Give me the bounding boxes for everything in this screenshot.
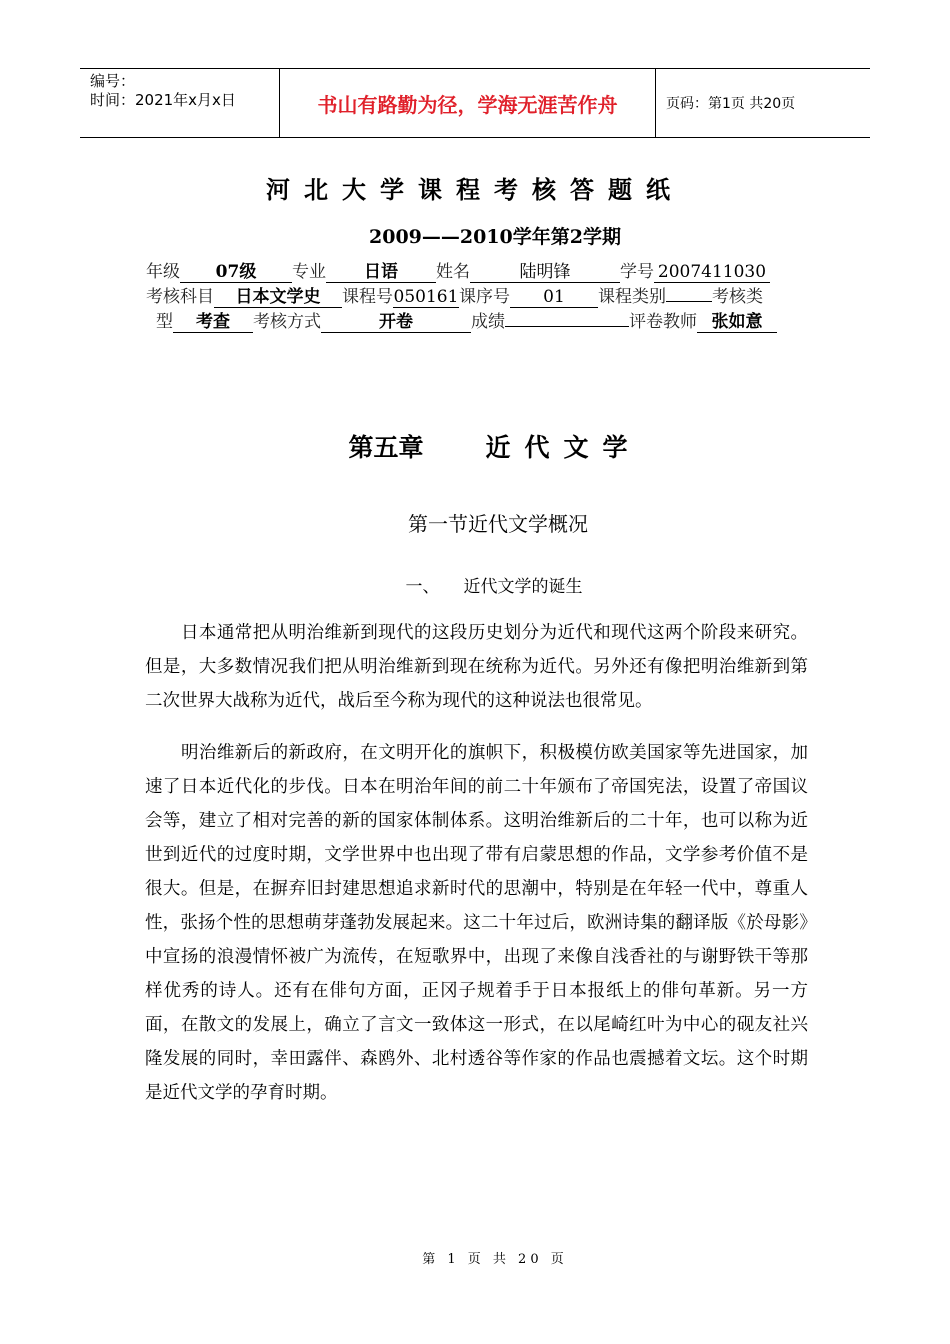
category-label: 课程类别: [598, 287, 666, 307]
header-meta: [80, 69, 280, 137]
grade-label: 年级: [146, 262, 180, 282]
page-footer: 第 1 页 共 20 页: [422, 1252, 568, 1267]
document-number-label: 编号：: [90, 72, 136, 90]
exam-type-label: 考核类: [712, 287, 763, 307]
subsection-number: 一、: [405, 577, 440, 597]
chapter-heading: [0, 428, 950, 464]
document-title: 河北大学课程考核答题纸: [266, 176, 684, 204]
paragraph-1: 日本通常把从明治维新到现代的这段历史划分为近代和现代这两个阶段来研究。但是，大多数情况我们把从明治维新到现在统称为近代。另外还有像把明治维新到第二次世界大战称为近代，战后至今称为现代的这种说法也很常见。: [145, 623, 808, 711]
major-label: 专业: [292, 262, 326, 282]
info-row-1: [146, 260, 806, 284]
name-label: 姓名: [436, 262, 470, 282]
sequence-label: 课序号: [459, 287, 510, 307]
page-header: [80, 68, 870, 138]
method-value: 开卷: [321, 312, 471, 333]
term-title: 2009——2010学年第2学期: [369, 226, 621, 248]
student-id-value: 2007411030: [654, 262, 770, 283]
header-page-info: 页码：第1页 共20页: [666, 96, 796, 112]
chapter-number: 第五章: [348, 433, 424, 462]
exam-type-label-cont: 型: [156, 312, 173, 332]
name-value: 陆明锋: [470, 262, 620, 283]
paragraph-2: 明治维新后的新政府，在文明开化的旗帜下，积极模仿欧美国家等先进国家，加速了日本近代化的步伐。日本在明治年间的前二十年颁布了帝国宪法，设置了帝国议会等，建立了相对完善的新的国家体制体系。这明治维新后的二十年，也可以称为近世到近代的过度时期，文学世界中也出现了带有启蒙思想的作品，文学参考价值不是很大。但是，在摒弃旧封建思想追求新时代的思潮中，特别是在年轻一代中，尊重人性，张扬个性的思想萌芽蓬勃发展起来。这二十年过后，欧洲诗集的翻译版《於母影》中宣扬的浪漫情怀被广为流传，在短歌界中，出现了来像自浅香社的与谢野铁干等那样优秀的诗人。还有在俳句方面，正冈子规着手于日本报纸上的俳句革新。另一方面，在散文的发展上，确立了言文一致体这一形式，在以尾崎红叶为中心的砚友社兴隆发展的同时，幸田露伴、森鸥外、北村透谷等作家的作品也震撼着文坛。这个时期是近代文学的孕育时期。: [145, 743, 808, 1103]
grade-value: 07级: [180, 262, 292, 283]
course-no-value: 050161: [393, 287, 459, 307]
document-date: 时间：2021年x月x日: [90, 91, 236, 109]
section-heading: 第一节近代文学概况: [408, 512, 588, 536]
info-row-2: [146, 285, 806, 309]
subsection-title: 近代文学的诞生: [463, 577, 583, 597]
score-value: [505, 326, 629, 327]
course-no-label: 课程号: [342, 287, 393, 307]
category-value: [666, 301, 712, 302]
exam-type-value: 考查: [173, 312, 253, 333]
subsection-heading: [0, 572, 950, 597]
sequence-value: 01: [510, 287, 598, 308]
chapter-title: 近代文学: [485, 433, 642, 462]
subject-label: 考核科目: [146, 287, 214, 307]
method-label: 考核方式: [253, 312, 321, 332]
score-label: 成绩: [471, 312, 505, 332]
header-motto: 书山有路勤为径，学海无涯苦作舟: [280, 69, 656, 137]
subject-value: 日本文学史: [214, 287, 342, 308]
major-value: 日语: [326, 262, 436, 283]
teacher-value: 张如意: [697, 312, 777, 333]
info-row-3: [156, 310, 816, 334]
teacher-label: 评卷教师: [629, 312, 697, 332]
student-id-label: 学号: [620, 262, 654, 282]
